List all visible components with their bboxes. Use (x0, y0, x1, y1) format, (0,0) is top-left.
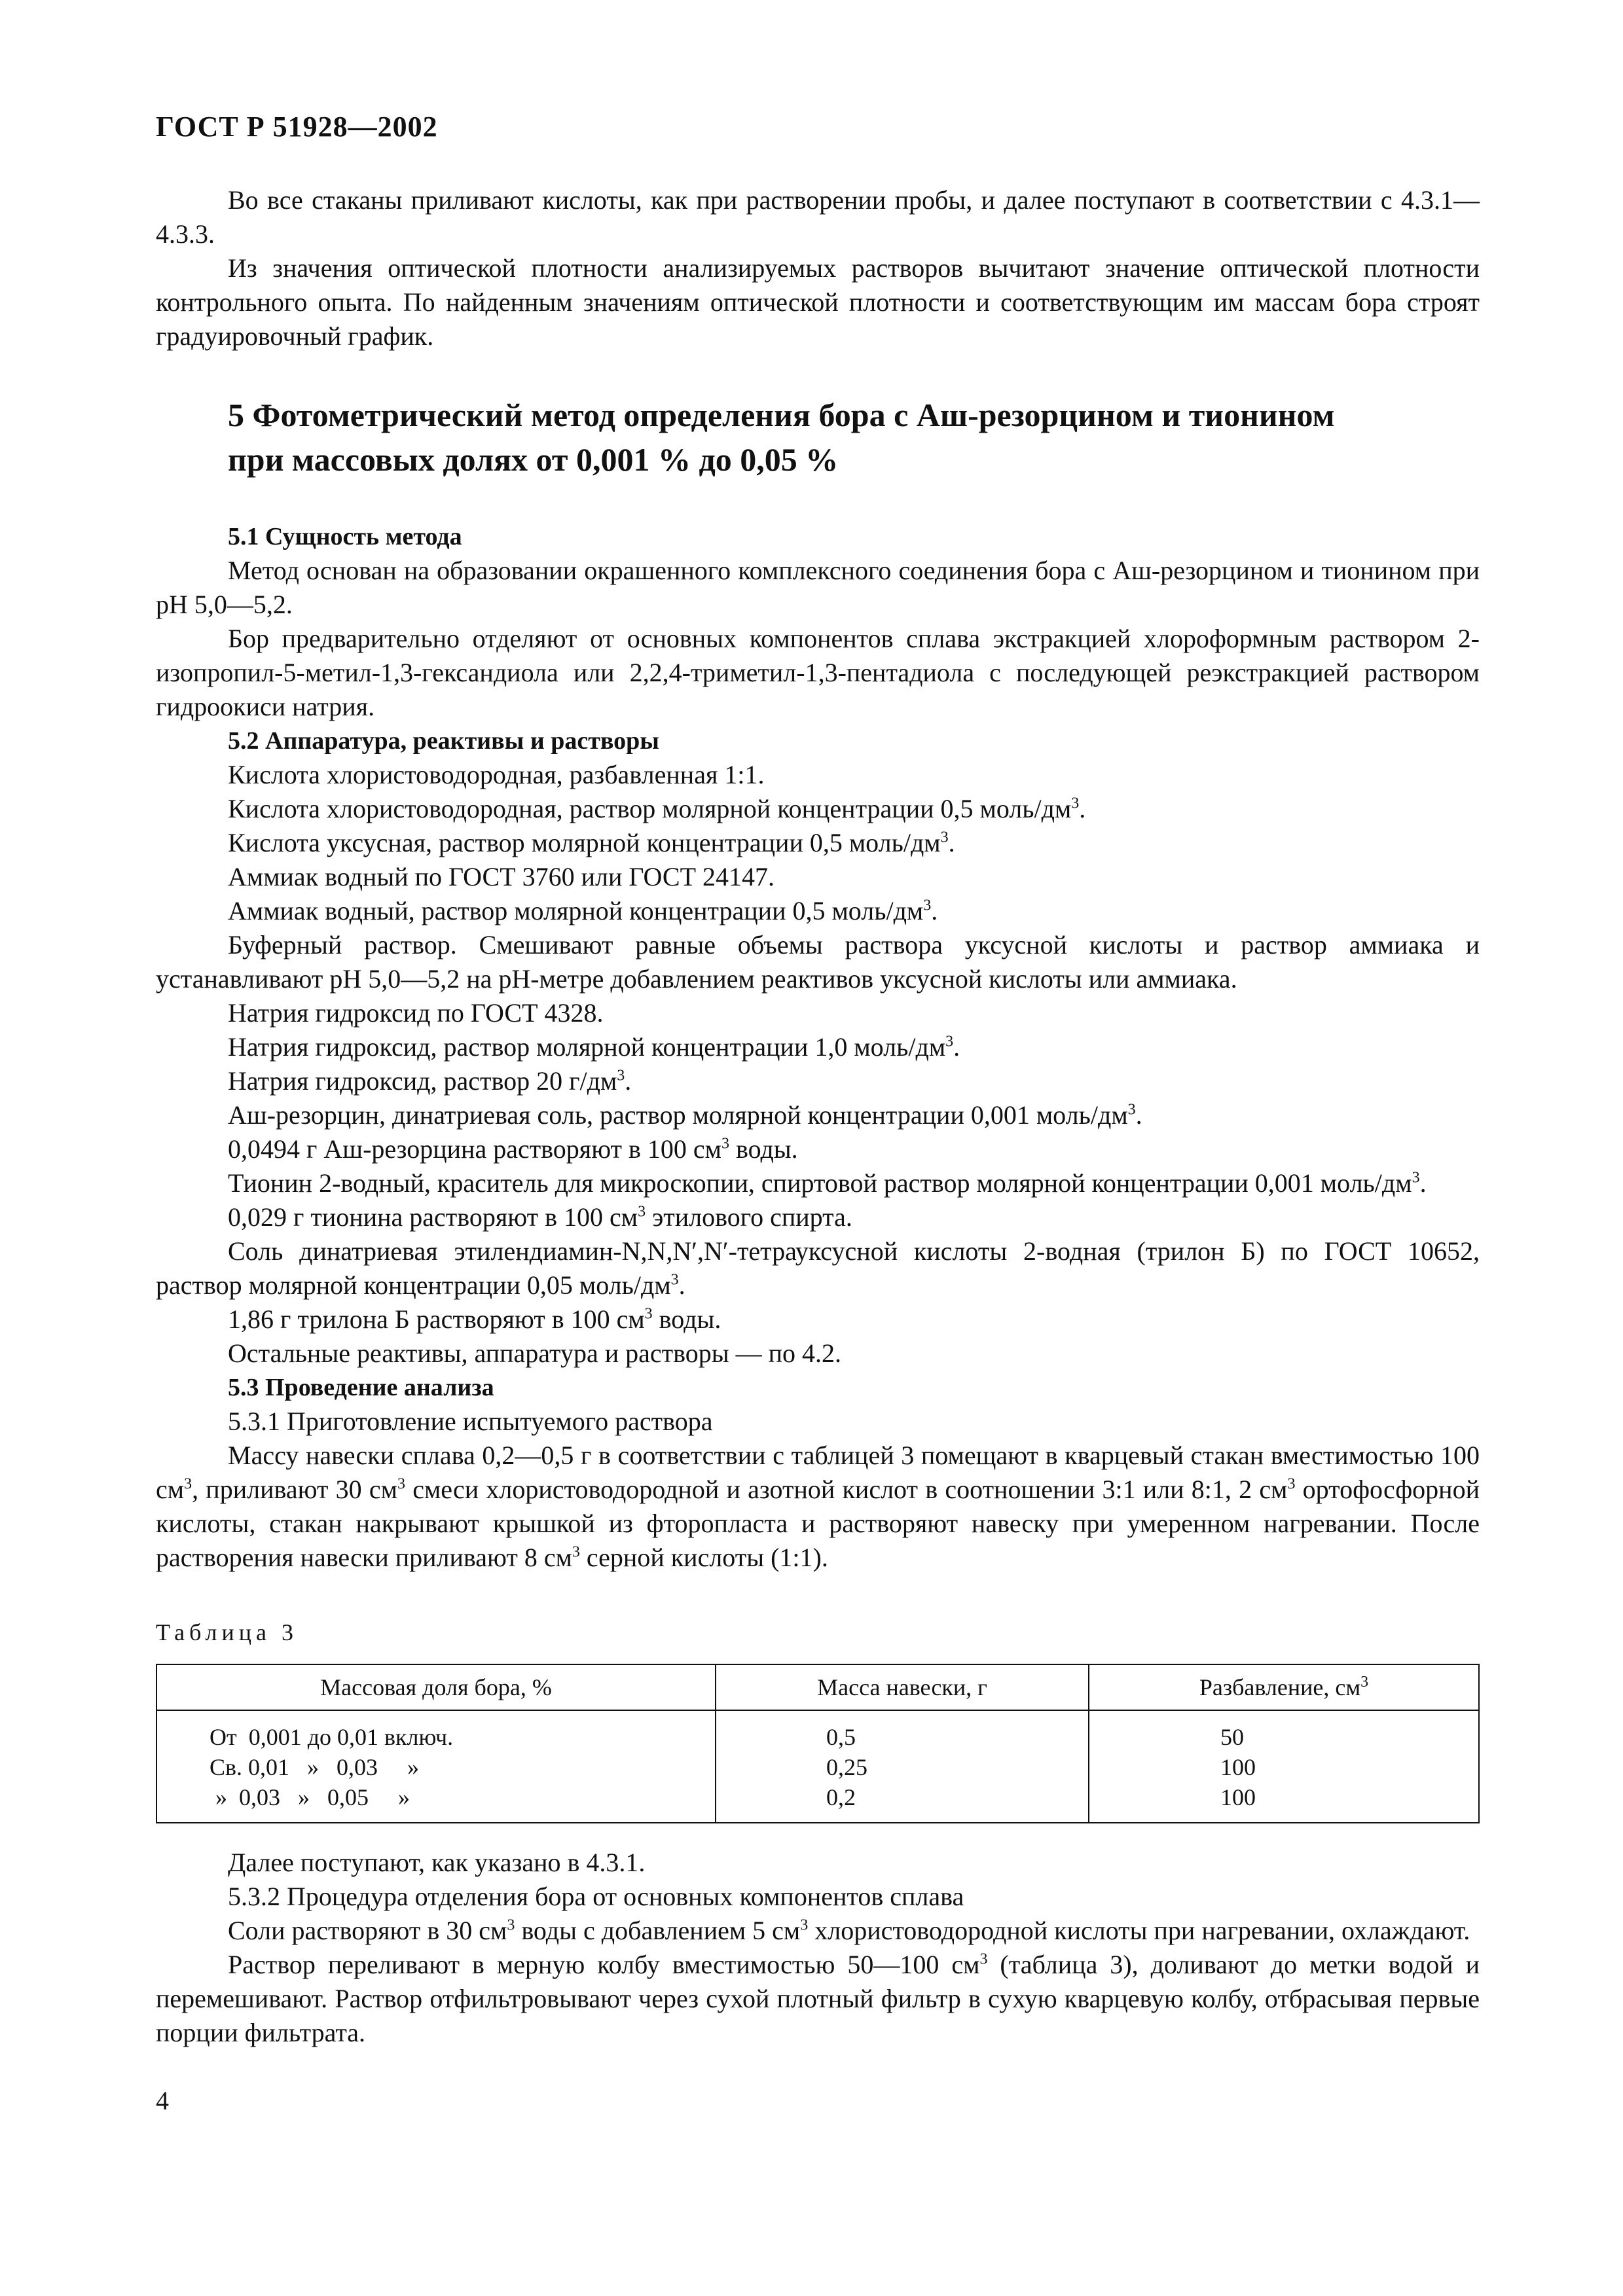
table-cell: От 0,001 до 0,01 включ. (156, 1710, 716, 1752)
table-header-cell: Массовая доля бора, % (156, 1664, 716, 1710)
table-cell: 0,2 (716, 1782, 1089, 1823)
after-table-line: Далее поступают, как указано в 4.3.1. (228, 1848, 646, 1877)
subsection-5-3-1-title: 5.3.1 Приготовление испытуемого раствора (228, 1407, 713, 1436)
reagent-line: Остальные реактивы, аппаратура и растворы — по 4.2. (228, 1338, 842, 1368)
subsection-5-1-paragraph-1: Метод основан на образовании окрашенного комплексного соединения бора с Аш-резорцином и тионином при рН 5,0—5,2. (156, 556, 1480, 619)
section-5-title-line-1: 5 Фотометрический метод определения бора с Аш-резорцином и тионином (228, 397, 1335, 433)
table-row (156, 1782, 1479, 1823)
table-3-caption: Таблица 3 (156, 1619, 298, 1645)
trilon-paragraph: Соль динатриевая этилендиамин-N,N,N′,N′-тетрауксусной кислоты 2-водная (трилон Б) по ГОСТ 10652, раствор молярной концентрации 0,05 моль/$дм^3$. (156, 1236, 1480, 1300)
subsection-5-3-1-paragraph: Массу навески сплава 0,2—0,5 г в соответствии с таблицей 3 помещают в кварцевый стакан вместимостью 100 $см^3$, приливают 30 $см^3$ смеси хлористоводородной и азотной кислот в соотношении 3:1 или 8:1, 2 $см^3$ ортофосфорной кислоты, стакан накрывают крышкой из фторопласта и растворяют навеску при умеренном нагревании. После растворения навески приливают 8 $см^3$ серной кислоты (1:1). (156, 1441, 1480, 1572)
table-cell: 100 (1089, 1782, 1479, 1823)
reagent-line: Кислота хлористоводородная, раствор молярной концентрации 0,5 моль/$дм^3$. (228, 794, 1086, 823)
table-3 (156, 1664, 1480, 1823)
subsection-5-3-heading: 5.3 Проведение анализа (228, 1374, 494, 1401)
table-cell: Св. 0,01 » 0,03 » (156, 1752, 716, 1782)
document-header: ГОСТ Р 51928—2002 (156, 111, 438, 143)
section-5-title (228, 393, 1480, 482)
reagent-line: Аш-резорцин, динатриевая соль, раствор молярной концентрации 0,001 моль/$дм^3$. (228, 1100, 1142, 1130)
intro-paragraph-2: Из значения оптической плотности анализируемых растворов вычитают значение оптической плотности контрольного опыта. По найденным значениям оптической плотности и соответствующим им массам бора строят градуировочный график. (156, 253, 1480, 351)
reagent-line: 1,86 г трилона Б растворяют в 100 $см^3$ воды. (228, 1304, 721, 1334)
subsection-5-2-heading: 5.2 Аппаратура, реактивы и растворы (228, 727, 659, 755)
table-cell: 0,5 (716, 1710, 1089, 1752)
subsection-5-3-2-paragraph-2: Раствор переливают в мерную колбу вместимостью 50—100 $см^3$ (таблица 3), доливают до метки водой и перемешивают. Раствор отфильтровывают через сухой плотный фильтр в сухую кварцевую колбу, отбрасывая первые порции фильтрата. (156, 1950, 1480, 2047)
section-5-title-line-2: при массовых долях от 0,001 % до 0,05 % (228, 441, 839, 478)
table-cell: 50 (1089, 1710, 1479, 1752)
reagent-line: Аммиак водный по ГОСТ 3760 или ГОСТ 24147. (228, 862, 775, 891)
table-row (156, 1752, 1479, 1782)
reagent-line: Натрия гидроксид, раствор молярной концентрации 1,0 моль/$дм^3$. (228, 1032, 960, 1062)
reagent-line: Аммиак водный, раствор молярной концентрации 0,5 моль/$дм^3$. (228, 896, 938, 925)
thionine-paragraph: Тионин 2-водный, краситель для микроскопии, спиртовой раствор молярной концентрации 0,001 моль/$дм^3$. (228, 1168, 1427, 1198)
reagent-line: 0,0494 г Аш-резорцина растворяют в 100 $см^3$ воды. (228, 1134, 798, 1164)
reagent-line: Натрия гидроксид по ГОСТ 4328. (228, 998, 604, 1028)
buffer-solution-paragraph: Буферный раствор. Смешивают равные объемы раствора уксусной кислоты и раствор аммиака и устанавливают рН 5,0—5,2 на рН-метре добавлением реактивов уксусной кислоты или аммиака. (156, 930, 1480, 994)
table-row (156, 1710, 1479, 1752)
table-cell: 0,25 (716, 1752, 1089, 1782)
reagent-line: 0,029 г тионина растворяют в 100 $см^3$ этилового спирта. (228, 1202, 852, 1232)
page-number: 4 (156, 2086, 169, 2115)
table-header-row (156, 1664, 1479, 1710)
table-header-cell: Масса навески, г (716, 1664, 1089, 1710)
reagent-line: Кислота уксусная, раствор молярной концентрации 0,5 моль/$дм^3$. (228, 828, 955, 857)
reagent-line: Натрия гидроксид, раствор 20 $г/дм^3$. (228, 1066, 632, 1096)
subsection-5-1-paragraph-2: Бор предварительно отделяют от основных компонентов сплава экстракцией хлороформным раствором 2-изопропил-5-метил-1,3-гександиола или 2,2,4-триметил-1,3-пентадиола с последующей реэкстракцией раствором гидроокиси натрия. (156, 624, 1480, 721)
table-cell: » 0,03 » 0,05 » (156, 1782, 716, 1823)
subsection-5-1-heading: 5.1 Сущность метода (228, 523, 462, 550)
table-cell: 100 (1089, 1752, 1479, 1782)
table-header-cell: Разбавление, $см^3$ (1089, 1664, 1479, 1710)
intro-paragraph-1: Во все стаканы приливают кислоты, как при растворении пробы, и далее поступают в соответствии с 4.3.1—4.3.3. (156, 185, 1480, 249)
subsection-5-3-2-title: 5.3.2 Процедура отделения бора от основных компонентов сплава (228, 1882, 964, 1911)
reagent-line: Кислота хлористоводородная, разбавленная 1:1. (228, 760, 765, 789)
subsection-5-3-2-paragraph-1: Соли растворяют в 30 $см^3$ воды с добавлением 5 $см^3$ хлористоводородной кислоты при нагревании, охлаждают. (228, 1916, 1470, 1945)
page-content (156, 183, 1480, 2050)
